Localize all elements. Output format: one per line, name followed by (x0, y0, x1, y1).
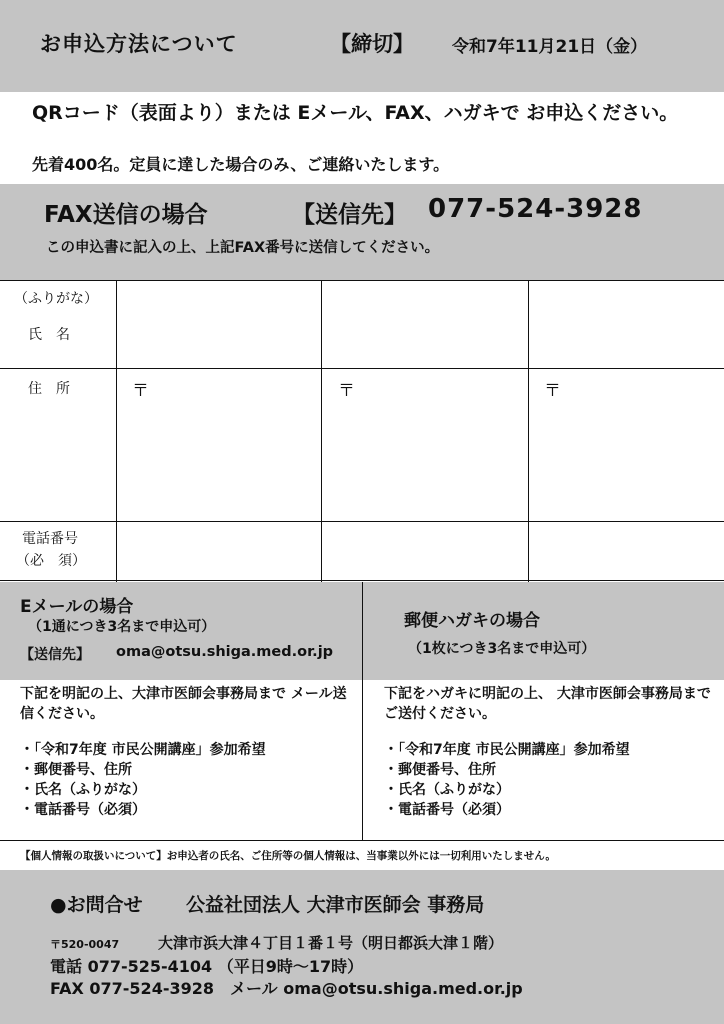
fax-destination-label: 【送信先】 (292, 202, 407, 228)
fax-section (0, 184, 724, 280)
phone-field-1[interactable] (118, 523, 320, 579)
furigana-label: （ふりがな） (14, 291, 98, 307)
deadline-label: 【締切】 (330, 32, 414, 56)
contact-organization: 公益社団法人 大津市医師会 事務局 (186, 894, 485, 916)
application-form-table (0, 280, 724, 582)
email-items (20, 740, 266, 820)
email-limit: （1通につき3名まで申込可） (28, 619, 216, 635)
list-item: ・氏名（ふりがな） (384, 782, 510, 798)
address-label: 住 所 (28, 381, 70, 397)
list-item: ・電話番号（必須） (384, 802, 510, 818)
email-title: Eメールの場合 (20, 597, 134, 617)
address-field-2[interactable] (323, 370, 527, 520)
phone-label: 電話番号 (22, 531, 78, 547)
postcard-instruction: 下記をハガキに明記の上、 大津市医師会事務局までご送付ください。 (384, 686, 711, 722)
table-border (0, 368, 724, 369)
contact-title: ●お問合せ (50, 894, 143, 916)
table-border (0, 280, 724, 281)
postcard-title: 郵便ハガキの場合 (404, 611, 540, 631)
privacy-notice: 【個人情報の取扱いについて】お申込者の氏名、ご住所等の個人情報は、当事業以外には一切利用いたしません。 (20, 850, 556, 862)
method-title: お申込方法について (40, 32, 238, 56)
email-instruction: 下記を明記の上、大津市医師会事務局まで メール送信ください。 (20, 686, 347, 722)
email-destination-label: 【送信先】 (20, 647, 90, 663)
table-border (321, 280, 322, 582)
contact-section (0, 870, 724, 1024)
list-item: ・郵便番号、住所 (20, 762, 132, 778)
contact-address: 大津市浜大津４丁目１番１号（明日都浜大津１階） (158, 934, 504, 952)
name-field-1[interactable] (118, 282, 320, 367)
phone-required-label: （必 須） (16, 553, 86, 569)
contact-phone: 電話 077-525-4104 （平日9時～17時） (50, 957, 364, 976)
postal-mark: 〒 (544, 381, 561, 401)
list-item: ・「令和7年度 市民公開講座」参加希望 (384, 742, 630, 758)
intro-text: QRコード（表面より）または Eメール、FAX、ハガキで お申込ください。 (32, 102, 679, 124)
list-item: ・電話番号（必須） (20, 802, 146, 818)
column-divider (362, 582, 363, 840)
name-label: 氏 名 (28, 327, 70, 343)
fax-title: FAX送信の場合 (44, 202, 208, 228)
list-item: ・氏名（ふりがな） (20, 782, 146, 798)
postal-mark: 〒 (132, 381, 149, 401)
phone-field-2[interactable] (323, 523, 527, 579)
list-item: ・「令和7年度 市民公開講座」参加希望 (20, 742, 266, 758)
postcard-limit: （1枚につき3名まで申込可） (408, 641, 596, 657)
table-border (116, 280, 117, 582)
deadline-date: 令和7年11月21日（金） (452, 37, 648, 57)
application-method-header (0, 0, 724, 92)
postcard-items (384, 740, 630, 820)
divider (0, 840, 724, 841)
postal-mark: 〒 (338, 381, 355, 401)
contact-fax-email: FAX 077-524-3928 メール oma@otsu.shiga.med.or.jp (50, 979, 523, 998)
fax-instruction: この申込書に記入の上、上記FAX番号に送信してください。 (46, 240, 440, 256)
table-border (0, 521, 724, 522)
table-border (0, 580, 724, 581)
address-field-3[interactable] (530, 370, 722, 520)
contact-postal-code: 〒520-0047 (50, 938, 120, 951)
name-field-2[interactable] (323, 282, 527, 367)
capacity-note: 先着400名。定員に達した場合のみ、ご連絡いたします。 (32, 155, 450, 174)
address-field-1[interactable] (118, 370, 320, 520)
email-destination-address: oma@otsu.shiga.med.or.jp (116, 644, 334, 660)
phone-field-3[interactable] (530, 523, 722, 579)
table-border (528, 280, 529, 582)
list-item: ・郵便番号、住所 (384, 762, 496, 778)
intro-section (0, 92, 724, 184)
name-field-3[interactable] (530, 282, 722, 367)
fax-destination-number: 077-524-3928 (428, 194, 643, 224)
